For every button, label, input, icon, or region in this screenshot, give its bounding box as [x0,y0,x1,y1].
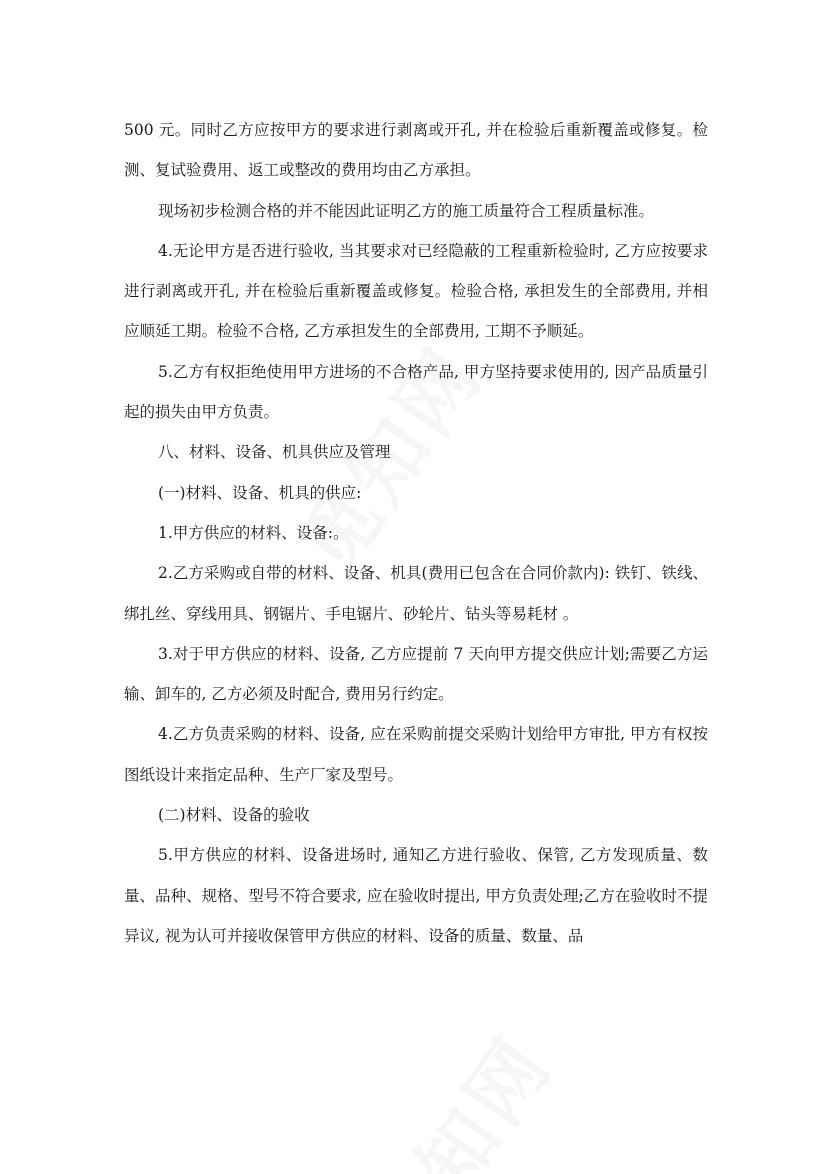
watermark-logo [338,1011,574,1174]
paragraph: 5.乙方有权拒绝使用甲方进场的不合格产品, 甲方坚持要求使用的, 因产品质量引起的损失由甲方负责。 [124,362,708,422]
section-heading: 八、材料、设备、机具供应及管理 [158,443,391,462]
paragraph: 5.甲方供应的材料、设备进场时, 通知乙方进行验收、保管, 乙方发现质量、数量、品种、规格、型号不符合要求, 应在验收时提出, 甲方负责处理;乙方在验收时不提异议, 视为认可并接收保管甲方供应的材料、设备的质量、数量、品 [124,846,708,945]
paragraph: 现场初步检测合格的并不能因此证明乙方的施工质量符合工程质量标准。 [158,201,655,220]
paragraph: 3.对于甲方供应的材料、设备, 乙方应提前 7 天向甲方提交供应计划;需要乙方运输、卸车的, 乙方必须及时配合, 费用另行约定。 [124,644,708,704]
paragraph: 4.乙方负责采购的材料、设备, 应在采购前提交采购计划给甲方审批, 甲方有权按图纸设计来指定品种、生产厂家及型号。 [124,725,708,784]
document-body [124,110,708,956]
subsection-heading: (一)材料、设备、机具的供应: [158,483,362,502]
paragraph: 4.无论甲方是否进行验收, 当其要求对已经隐蔽的工程重新检验时, 乙方应按要求进行剥离或开孔, 并在检验后重新覆盖或修复。检验合格, 承担发生的全部费用, 并相应顺延工期。检验不合格, 乙方承担发生的全部费用, 工期不予顺延。 [124,241,708,341]
paragraph: 2.乙方采购或自带的材料、设备、机具(费用已包含在合同价款内): 铁钉、铁线、绑扎丝、穿线用具、钢锯片、手电锯片、砂轮片、钻头等易耗材 。 [124,564,708,623]
subsection-heading: (二)材料、设备的验收 [158,806,310,825]
paragraph: 500 元。同时乙方应按甲方的要求进行剥离或开孔, 并在检验后重新覆盖或修复。检测、复试验费用、返工或整改的费用均由乙方承担。 [124,121,708,180]
paragraph: 1.甲方供应的材料、设备:。 [158,523,349,542]
